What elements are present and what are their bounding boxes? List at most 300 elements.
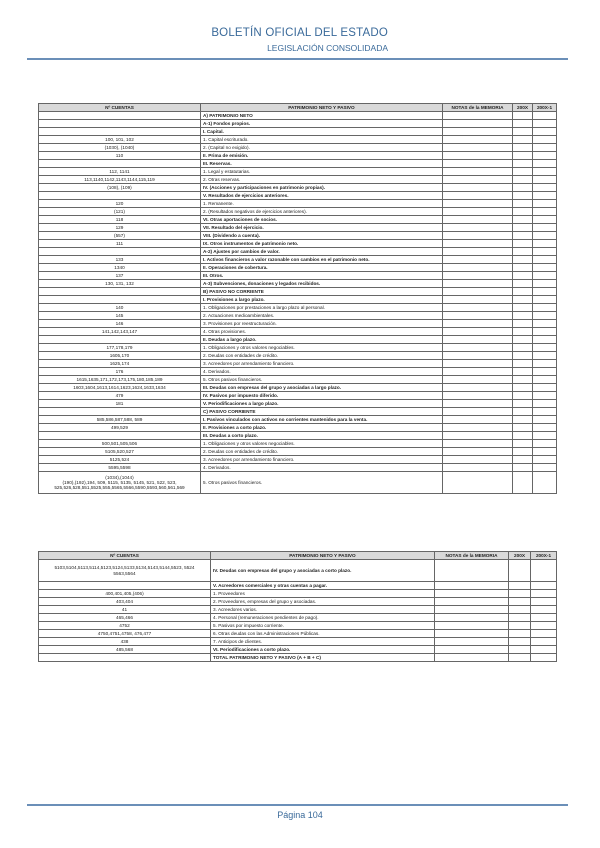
year-value-cell <box>513 320 533 328</box>
prev-year-value-cell <box>533 344 557 352</box>
table-row <box>39 646 557 654</box>
year-value-cell <box>509 590 531 598</box>
account-codes-cell: 141,142,143,147 <box>39 328 201 336</box>
table-row <box>39 654 557 662</box>
table-row <box>39 622 557 630</box>
line-item-cell: III. Reservas. <box>201 160 443 168</box>
table-row <box>39 136 557 144</box>
table-row <box>39 144 557 152</box>
line-item-cell: 4. Otras provisiones. <box>201 328 443 336</box>
table-row <box>39 582 557 590</box>
line-item-cell: 5. Otros pasivos financieros. <box>201 376 443 384</box>
table-row <box>39 590 557 598</box>
line-item-cell: 2. Deudas con entidades de crédito. <box>201 448 443 456</box>
table-row <box>39 464 557 472</box>
table-row <box>39 424 557 432</box>
table-header-row <box>39 104 557 112</box>
prev-year-value-cell <box>533 248 557 256</box>
notes-cell <box>443 192 513 200</box>
notes-cell <box>435 590 509 598</box>
year-value-cell <box>509 630 531 638</box>
prev-year-value-cell <box>531 582 557 590</box>
year-value-cell <box>513 336 533 344</box>
year-value-cell <box>513 272 533 280</box>
account-codes-cell: 111 <box>39 240 201 248</box>
account-codes-cell <box>39 296 201 304</box>
prev-year-value-cell <box>533 296 557 304</box>
notes-cell <box>435 582 509 590</box>
account-codes-cell: 133 <box>39 256 201 264</box>
table-row <box>39 598 557 606</box>
table-row <box>39 614 557 622</box>
prev-year-value-cell <box>533 280 557 288</box>
year-value-cell <box>513 136 533 144</box>
line-item-cell: B) PASIVO NO CORRIENTE <box>201 288 443 296</box>
table-row <box>39 416 557 424</box>
prev-year-value-cell <box>533 416 557 424</box>
table-row <box>39 320 557 328</box>
prev-year-value-cell <box>533 200 557 208</box>
prev-year-value-cell <box>533 144 557 152</box>
notes-cell <box>443 336 513 344</box>
line-item-cell: 1. Remanente. <box>201 200 443 208</box>
table-row <box>39 352 557 360</box>
line-item-cell: I. Provisiones a largo plazo. <box>201 296 443 304</box>
line-item-cell: 2. (Capital no exigido). <box>201 144 443 152</box>
line-item-cell: C) PASIVO CORRIENTE <box>201 408 443 416</box>
prev-year-column-header: 200X-1 <box>533 104 557 112</box>
notes-cell <box>443 208 513 216</box>
balance-table-body <box>39 560 557 662</box>
line-item-cell: 1. Capital escriturado. <box>201 136 443 144</box>
table-row <box>39 176 557 184</box>
notes-cell <box>443 304 513 312</box>
table-row <box>39 312 557 320</box>
table-row <box>39 168 557 176</box>
account-codes-cell <box>39 192 201 200</box>
notes-cell <box>443 224 513 232</box>
notes-cell <box>443 168 513 176</box>
year-value-cell <box>509 654 531 662</box>
year-value-cell <box>513 296 533 304</box>
prev-year-value-cell <box>533 384 557 392</box>
notes-cell <box>443 280 513 288</box>
prev-year-value-cell <box>533 448 557 456</box>
table-row <box>39 296 557 304</box>
prev-year-value-cell <box>531 590 557 598</box>
page-number: Página 104 <box>277 810 323 820</box>
year-column-header: 200X <box>513 104 533 112</box>
table-row <box>39 152 557 160</box>
notes-column-header: NOTAS de la MEMORIA <box>435 552 509 560</box>
year-value-cell <box>513 368 533 376</box>
line-item-cell: 3. Acreedores por arrendamiento financiero. <box>201 456 443 464</box>
account-codes-cell: 438 <box>39 638 211 646</box>
prev-year-value-cell <box>533 464 557 472</box>
table-row <box>39 384 557 392</box>
notes-cell <box>435 638 509 646</box>
year-value-cell <box>513 248 533 256</box>
prev-year-value-cell <box>533 176 557 184</box>
prev-year-value-cell <box>533 168 557 176</box>
line-item-cell: 4. Personal (remuneraciones pendientes de pago). <box>211 614 435 622</box>
table-row <box>39 232 557 240</box>
year-value-cell <box>513 224 533 232</box>
account-codes-cell: 485,568 <box>39 646 211 654</box>
account-codes-cell: 403,404 <box>39 598 211 606</box>
notes-cell <box>443 448 513 456</box>
prev-year-value-cell <box>533 376 557 384</box>
notes-cell <box>443 120 513 128</box>
table-row <box>39 208 557 216</box>
notes-cell <box>443 200 513 208</box>
table-row <box>39 368 557 376</box>
year-value-cell <box>513 344 533 352</box>
table-row <box>39 408 557 416</box>
account-codes-cell: 130, 131, 132 <box>39 280 201 288</box>
account-codes-cell: 5125,524 <box>39 456 201 464</box>
year-column-header: 200X <box>509 552 531 560</box>
notes-cell <box>443 176 513 184</box>
year-value-cell <box>513 328 533 336</box>
line-item-cell: 3. Acreedores por arrendamiento financiero. <box>201 360 443 368</box>
notes-cell <box>443 320 513 328</box>
year-value-cell <box>509 646 531 654</box>
prev-year-value-cell <box>531 622 557 630</box>
line-item-cell: 5. Pasivos por impuesto corriente. <box>211 622 435 630</box>
prev-year-value-cell <box>533 472 557 494</box>
line-item-cell: III. Deudas con empresas del grupo y asociadas a largo plazo. <box>201 384 443 392</box>
account-codes-cell <box>39 112 201 120</box>
account-codes-cell: 499,529 <box>39 424 201 432</box>
prev-year-value-cell <box>533 456 557 464</box>
table-row <box>39 456 557 464</box>
line-item-cell: IV. Deudas con empresas del grupo y asociadas a corto plazo. <box>211 560 435 582</box>
prev-year-value-cell <box>533 264 557 272</box>
line-item-cell: 2. Actuaciones medioambientales. <box>201 312 443 320</box>
notes-cell <box>443 272 513 280</box>
year-value-cell <box>509 622 531 630</box>
line-item-cell: A-2) Ajustes por cambios de valor. <box>201 248 443 256</box>
line-item-cell: 1. Proveedores <box>211 590 435 598</box>
account-codes-cell: 1603,1604,1613,1614,1623,1624,1633,1634 <box>39 384 201 392</box>
notes-cell <box>443 464 513 472</box>
prev-year-value-cell <box>533 216 557 224</box>
notes-cell <box>443 256 513 264</box>
line-item-cell: A) PATRIMONIO NETO <box>201 112 443 120</box>
account-codes-cell <box>39 160 201 168</box>
account-codes-cell: 500,501,505,506 <box>39 440 201 448</box>
table-row <box>39 160 557 168</box>
notes-cell <box>443 352 513 360</box>
table-row <box>39 344 557 352</box>
notes-cell <box>443 432 513 440</box>
year-value-cell <box>513 168 533 176</box>
line-item-cell: 4. Derivados. <box>201 368 443 376</box>
account-codes-cell: 479 <box>39 392 201 400</box>
notes-cell <box>443 248 513 256</box>
table-row <box>39 200 557 208</box>
table-row <box>39 336 557 344</box>
notes-cell <box>443 288 513 296</box>
account-codes-cell: 1615,1635,171,172,173,175,180,185,189 <box>39 376 201 384</box>
table-row <box>39 638 557 646</box>
prev-year-value-cell <box>533 336 557 344</box>
account-codes-cell: 5105,520,527 <box>39 448 201 456</box>
year-value-cell <box>513 288 533 296</box>
header-divider <box>27 58 568 60</box>
balance-table-main <box>38 103 557 494</box>
account-codes-cell <box>39 654 211 662</box>
account-codes-cell: 465,466 <box>39 614 211 622</box>
notes-cell <box>435 598 509 606</box>
line-item-cell: V. Resultados de ejercicios anteriores. <box>201 192 443 200</box>
year-value-cell <box>513 376 533 384</box>
year-value-cell <box>513 192 533 200</box>
notes-cell <box>443 216 513 224</box>
notes-cell <box>443 128 513 136</box>
line-item-cell: II. Provisiones a corto plazo. <box>201 424 443 432</box>
notes-cell <box>443 400 513 408</box>
item-column-header: PATRIMONIO NETO Y PASIVO <box>201 104 443 112</box>
prev-year-value-cell <box>533 408 557 416</box>
notes-cell <box>443 424 513 432</box>
prev-year-value-cell <box>533 136 557 144</box>
year-value-cell <box>513 472 533 494</box>
account-codes-cell <box>39 408 201 416</box>
table-row <box>39 376 557 384</box>
account-codes-cell: 112, 1141 <box>39 168 201 176</box>
prev-year-value-cell <box>533 320 557 328</box>
prev-year-value-cell <box>533 152 557 160</box>
year-value-cell <box>513 400 533 408</box>
prev-year-column-header: 200X-1 <box>531 552 557 560</box>
prev-year-value-cell <box>533 288 557 296</box>
table-row <box>39 128 557 136</box>
line-item-cell: TOTAL PATRIMONIO NETO Y PASIVO (A + B + C) <box>211 654 435 662</box>
notes-cell <box>443 384 513 392</box>
account-codes-cell <box>39 336 201 344</box>
line-item-cell: I. Capital. <box>201 128 443 136</box>
account-codes-cell: 137 <box>39 272 201 280</box>
year-value-cell <box>513 392 533 400</box>
table-row <box>39 448 557 456</box>
notes-cell <box>443 344 513 352</box>
account-codes-cell <box>39 248 201 256</box>
prev-year-value-cell <box>531 638 557 646</box>
year-value-cell <box>513 120 533 128</box>
item-column-header: PATRIMONIO NETO Y PASIVO <box>211 552 435 560</box>
account-codes-cell: 585,586,587,588, 589 <box>39 416 201 424</box>
table-row <box>39 400 557 408</box>
footer-divider <box>27 804 568 806</box>
line-item-cell: I. Activos financieros a valor razonable con cambios en el patrimonio neto. <box>201 256 443 264</box>
prev-year-value-cell <box>533 424 557 432</box>
prev-year-value-cell <box>533 120 557 128</box>
line-item-cell: 3. Acreedores varios. <box>211 606 435 614</box>
table-row <box>39 256 557 264</box>
year-value-cell <box>513 240 533 248</box>
account-codes-cell: 1605,170 <box>39 352 201 360</box>
account-codes-cell: 1625,174 <box>39 360 201 368</box>
notes-column-header: NOTAS de la MEMORIA <box>443 104 513 112</box>
document-header <box>0 27 388 54</box>
notes-cell <box>443 144 513 152</box>
year-value-cell <box>513 456 533 464</box>
line-item-cell: 3. Provisiones por reestructuración. <box>201 320 443 328</box>
notes-cell <box>443 160 513 168</box>
notes-cell <box>443 240 513 248</box>
prev-year-value-cell <box>533 360 557 368</box>
table-row <box>39 392 557 400</box>
line-item-cell: II. Deudas a largo plazo. <box>201 336 443 344</box>
year-value-cell <box>513 112 533 120</box>
line-item-cell: 4. Derivados. <box>201 464 443 472</box>
year-value-cell <box>513 408 533 416</box>
prev-year-value-cell <box>531 630 557 638</box>
notes-cell <box>443 416 513 424</box>
line-item-cell: IV. Pasivos por impuesto diferido. <box>201 392 443 400</box>
account-codes-cell: 146 <box>39 320 201 328</box>
line-item-cell: 5. Otros pasivos financieros. <box>201 472 443 494</box>
account-codes-cell: (108), (109) <box>39 184 201 192</box>
notes-cell <box>443 232 513 240</box>
line-item-cell: V. Acreedores comerciales y otras cuentas a pagar. <box>211 582 435 590</box>
account-codes-cell: 5595,5598 <box>39 464 201 472</box>
table-row <box>39 288 557 296</box>
notes-cell <box>443 392 513 400</box>
line-item-cell: III. Deudas a corto plazo. <box>201 432 443 440</box>
account-codes-cell: 181 <box>39 400 201 408</box>
year-value-cell <box>513 384 533 392</box>
gazette-title: BOLETÍN OFICIAL DEL ESTADO <box>211 27 388 39</box>
prev-year-value-cell <box>531 606 557 614</box>
year-value-cell <box>513 208 533 216</box>
year-value-cell <box>513 432 533 440</box>
account-codes-cell: 4752 <box>39 622 211 630</box>
account-codes-cell: 41 <box>39 606 211 614</box>
table-row <box>39 264 557 272</box>
line-item-cell: A-3) Subvenciones, donaciones y legados recibidos. <box>201 280 443 288</box>
line-item-cell: VIII. (Dividendo a cuenta). <box>201 232 443 240</box>
line-item-cell: VI. Otras aportaciones de socios. <box>201 216 443 224</box>
account-codes-cell: 118 <box>39 216 201 224</box>
year-value-cell <box>513 264 533 272</box>
table-row <box>39 606 557 614</box>
year-value-cell <box>513 304 533 312</box>
table-row <box>39 216 557 224</box>
prev-year-value-cell <box>533 272 557 280</box>
account-codes-cell: 113,1140,1142,1143,1144,115,119 <box>39 176 201 184</box>
prev-year-value-cell <box>533 112 557 120</box>
account-codes-cell: 110 <box>39 152 201 160</box>
accounts-column-header: Nº CUENTAS <box>39 552 211 560</box>
prev-year-value-cell <box>533 184 557 192</box>
table-row <box>39 224 557 232</box>
account-codes-cell: 145 <box>39 312 201 320</box>
line-item-cell: 1. Obligaciones y otros valores negociables. <box>201 440 443 448</box>
notes-cell <box>435 614 509 622</box>
year-value-cell <box>513 216 533 224</box>
line-item-cell: II. Operaciones de cobertura. <box>201 264 443 272</box>
prev-year-value-cell <box>533 440 557 448</box>
table-row <box>39 248 557 256</box>
year-value-cell <box>509 614 531 622</box>
prev-year-value-cell <box>533 400 557 408</box>
prev-year-value-cell <box>533 352 557 360</box>
account-codes-cell: 177,178,179 <box>39 344 201 352</box>
accounts-column-header: Nº CUENTAS <box>39 104 201 112</box>
notes-cell <box>443 152 513 160</box>
year-value-cell <box>513 360 533 368</box>
prev-year-value-cell <box>533 392 557 400</box>
prev-year-value-cell <box>531 560 557 582</box>
account-codes-cell: 176 <box>39 368 201 376</box>
account-codes-cell: 5103,5104,5113,5114,5123,5124,5133,5134,5143,5144,5523, 5524 5563,5564 <box>39 560 211 582</box>
account-codes-cell <box>39 432 201 440</box>
notes-cell <box>443 408 513 416</box>
year-value-cell <box>513 184 533 192</box>
prev-year-value-cell <box>533 240 557 248</box>
table-header-row <box>39 552 557 560</box>
line-item-cell: II. Prima de emisión. <box>201 152 443 160</box>
table-row <box>39 560 557 582</box>
year-value-cell <box>509 598 531 606</box>
line-item-cell: 1. Obligaciones y otros valores negociables. <box>201 344 443 352</box>
table-row <box>39 280 557 288</box>
notes-cell <box>443 184 513 192</box>
notes-cell <box>443 360 513 368</box>
table-row <box>39 112 557 120</box>
prev-year-value-cell <box>533 232 557 240</box>
table-row <box>39 240 557 248</box>
table-row <box>39 272 557 280</box>
year-value-cell <box>513 128 533 136</box>
table-row <box>39 440 557 448</box>
account-codes-cell: 120 <box>39 200 201 208</box>
prev-year-value-cell <box>533 192 557 200</box>
year-value-cell <box>513 144 533 152</box>
table-row <box>39 184 557 192</box>
balance-table-body <box>39 112 557 494</box>
line-item-cell: III. Otros. <box>201 272 443 280</box>
notes-cell <box>443 376 513 384</box>
notes-cell <box>435 606 509 614</box>
account-codes-cell: 4750,4751,4758, 476,477 <box>39 630 211 638</box>
year-value-cell <box>509 606 531 614</box>
notes-cell <box>443 472 513 494</box>
prev-year-value-cell <box>533 432 557 440</box>
line-item-cell: 2. Deudas con entidades de crédito. <box>201 352 443 360</box>
table-row <box>39 304 557 312</box>
account-codes-cell: (121) <box>39 208 201 216</box>
line-item-cell: 1. Legal y estatutarias. <box>201 168 443 176</box>
prev-year-value-cell <box>533 256 557 264</box>
year-value-cell <box>513 256 533 264</box>
notes-cell <box>443 328 513 336</box>
notes-cell <box>435 622 509 630</box>
table-row <box>39 432 557 440</box>
prev-year-value-cell <box>533 208 557 216</box>
year-value-cell <box>513 464 533 472</box>
prev-year-value-cell <box>533 312 557 320</box>
notes-cell <box>443 312 513 320</box>
line-item-cell: IV. (Acciones y participaciones en patrimonio propias). <box>201 184 443 192</box>
account-codes-cell: 1340 <box>39 264 201 272</box>
account-codes-cell <box>39 120 201 128</box>
notes-cell <box>435 646 509 654</box>
prev-year-value-cell <box>533 128 557 136</box>
